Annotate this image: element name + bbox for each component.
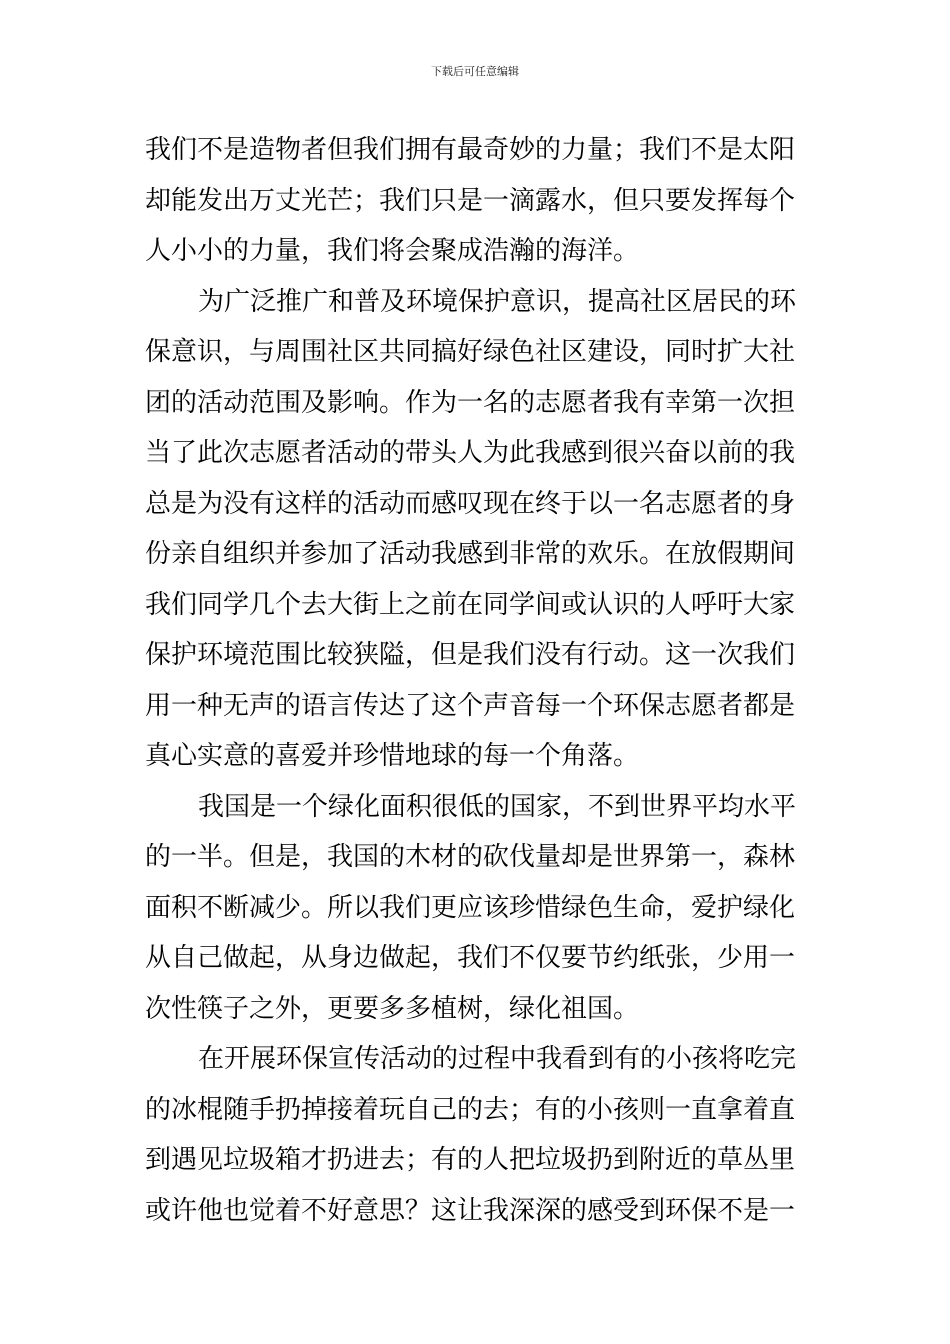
text-line: 保护环境范围比较狭隘，但是我们没有行动。这一次我们: [145, 640, 796, 670]
paragraph-start-line: 为广泛推广和普及环境保护意识，提高社区居民的环: [198, 286, 797, 317]
text-line: 保意识，与周围社区共同搞好绿色社区建设，同时扩大社: [145, 337, 796, 367]
text-line: 却能发出万丈光芒；我们只是一滴露水，但只要发挥每个: [145, 185, 796, 216]
text-line: 到遇见垃圾箱才扔进去；有的人把垃圾扔到附近的草丛里: [145, 1145, 796, 1175]
text-line: 当了此次志愿者活动的带头人为此我感到很兴奋以前的我: [145, 438, 796, 468]
text-line: 从自己做起，从身边做起，我们不仅要节约纸张，少用一: [145, 943, 796, 973]
page-header-note: 下载后可任意编辑: [431, 65, 519, 78]
text-line: 面积不断减少。所以我们更应该珍惜绿色生命，爱护绿化: [145, 892, 796, 923]
text-line: 我们同学几个去大街上之前在同学间或认识的人呼吁大家: [145, 589, 796, 620]
text-line: 或许他也觉着不好意思？这让我深深的感受到环保不是一: [145, 1195, 796, 1226]
text-line: 份亲自组织并参加了活动我感到非常的欢乐。在放假期间: [145, 539, 796, 569]
text-line: 次性筷子之外，更要多多植树，绿化祖国。: [145, 993, 640, 1024]
paragraph-start-line: 在开展环保宣传活动的过程中我看到有的小孩将吃完: [198, 1044, 797, 1074]
text-line: 总是为没有这样的活动而感叹现在终于以一名志愿者的身: [145, 488, 796, 519]
text-line: 人小小的力量，我们将会聚成浩瀚的海洋。: [145, 236, 640, 266]
text-line: 团的活动范围及影响。作为一名的志愿者我有幸第一次担: [145, 387, 796, 418]
paragraph-start-line: 我国是一个绿化面积很低的国家，不到世界平均水平: [198, 791, 797, 822]
text-line: 用一种无声的语言传达了这个声音每一个环保志愿者都是: [145, 690, 796, 721]
body-text: [145, 125, 807, 1236]
text-line: 我们不是造物者但我们拥有最奇妙的力量；我们不是太阳: [145, 135, 796, 165]
text-line: 的冰棍随手扔掉接着玩自己的去；有的小孩则一直拿着直: [145, 1094, 796, 1125]
text-line: 真心实意的喜爱并珍惜地球的每一个角落。: [145, 741, 640, 771]
text-line: 的一半。但是，我国的木材的砍伐量却是世界第一，森林: [145, 842, 796, 872]
